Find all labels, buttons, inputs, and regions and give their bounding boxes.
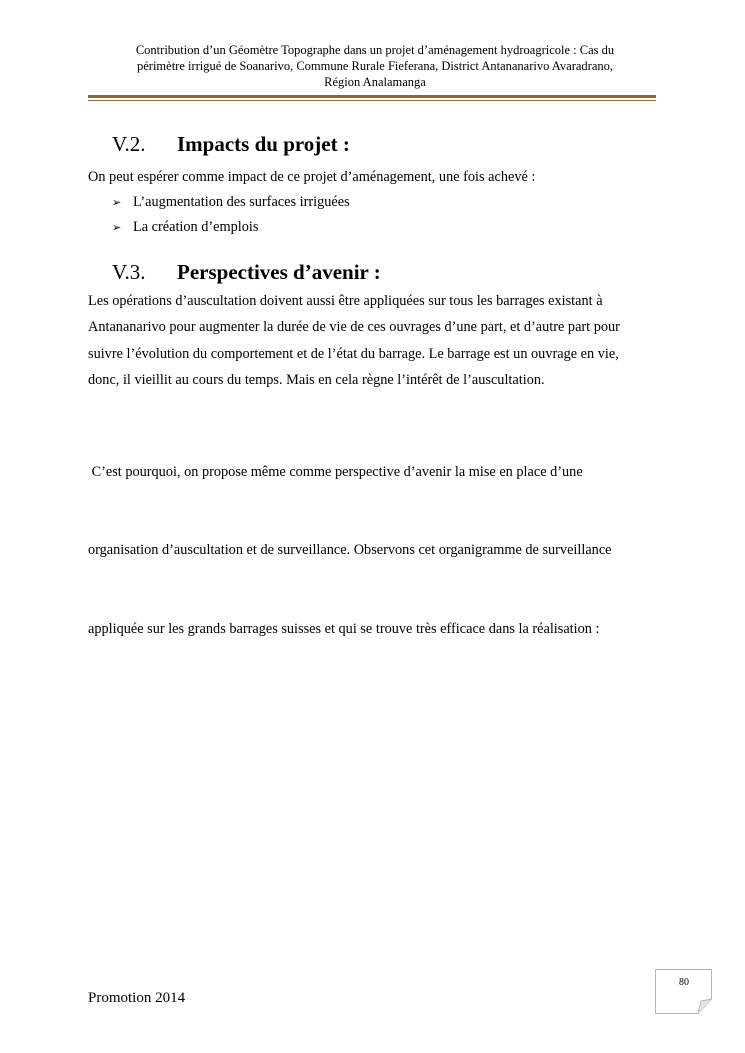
header-rule-thin [88,100,656,101]
section-heading-v3 [112,260,381,285]
running-header [95,42,655,90]
paragraph-line: suivre l’évolution du comportement et de l’état du barrage. Le barrage est un ouvrage en vie, [88,345,619,362]
intro-paragraph [88,164,658,190]
bullet-text: La création d’emplois [133,219,259,235]
bullet-item [112,194,350,211]
perspectives-paragraph-2 [88,406,658,669]
header-line-3: Région Analamanga [324,75,426,89]
footer-text: Promotion 2014 [88,990,186,1006]
header-line-1: Contribution d’un Géomètre Topographe dans un projet d’aménagement hydroagricole : Cas du [135,43,615,57]
paragraph-line: donc, il vieillit au cours du temps. Mais en cela règne l’intérêt de l’auscultation. [88,371,545,388]
section-number: V.2. [112,132,146,156]
section-number: V.3. [112,260,146,284]
bullet-item [112,219,258,236]
paragraph-line: appliquée sur les grands barrages suisses et qui se trouve très efficace dans la réalisation : [88,621,600,638]
folded-page-icon [655,969,713,1015]
bullet-text: L’augmentation des surfaces irriguées [133,194,350,210]
paragraph-line: Antananarivo pour augmenter la durée de vie de ces ouvrages d’une part, et d’autre part pour [88,319,620,336]
section-title: Perspectives d’avenir : [177,260,381,284]
header-rule-thick [88,95,656,98]
arrowhead-bullet-icon: ➢ [112,221,122,234]
paragraph-line: On peut espérer comme impact de ce projet d’aménagement, une fois achevé : [88,169,536,185]
perspectives-paragraph-1 [88,288,658,393]
paragraph-line: Les opérations d’auscultation doivent aussi être appliquées sur tous les barrages existant à [88,293,603,309]
arrowhead-bullet-icon: ➢ [112,196,122,209]
section-title: Impacts du projet : [177,132,350,156]
section-heading-v2 [112,132,350,157]
page-number-box [655,969,711,1013]
paragraph-line: organisation d’auscultation et de surveillance. Observons cet organigramme de surveillance [88,542,612,559]
header-line-2: périmètre irrigué de Soanarivo, Commune Rurale Fieferana, District Antananarivo Avaradrano, [137,59,613,73]
page-number: 80 [679,977,689,988]
paragraph-line: C’est pourquoi, on propose même comme perspective d’avenir la mise en place d’une [88,463,583,480]
